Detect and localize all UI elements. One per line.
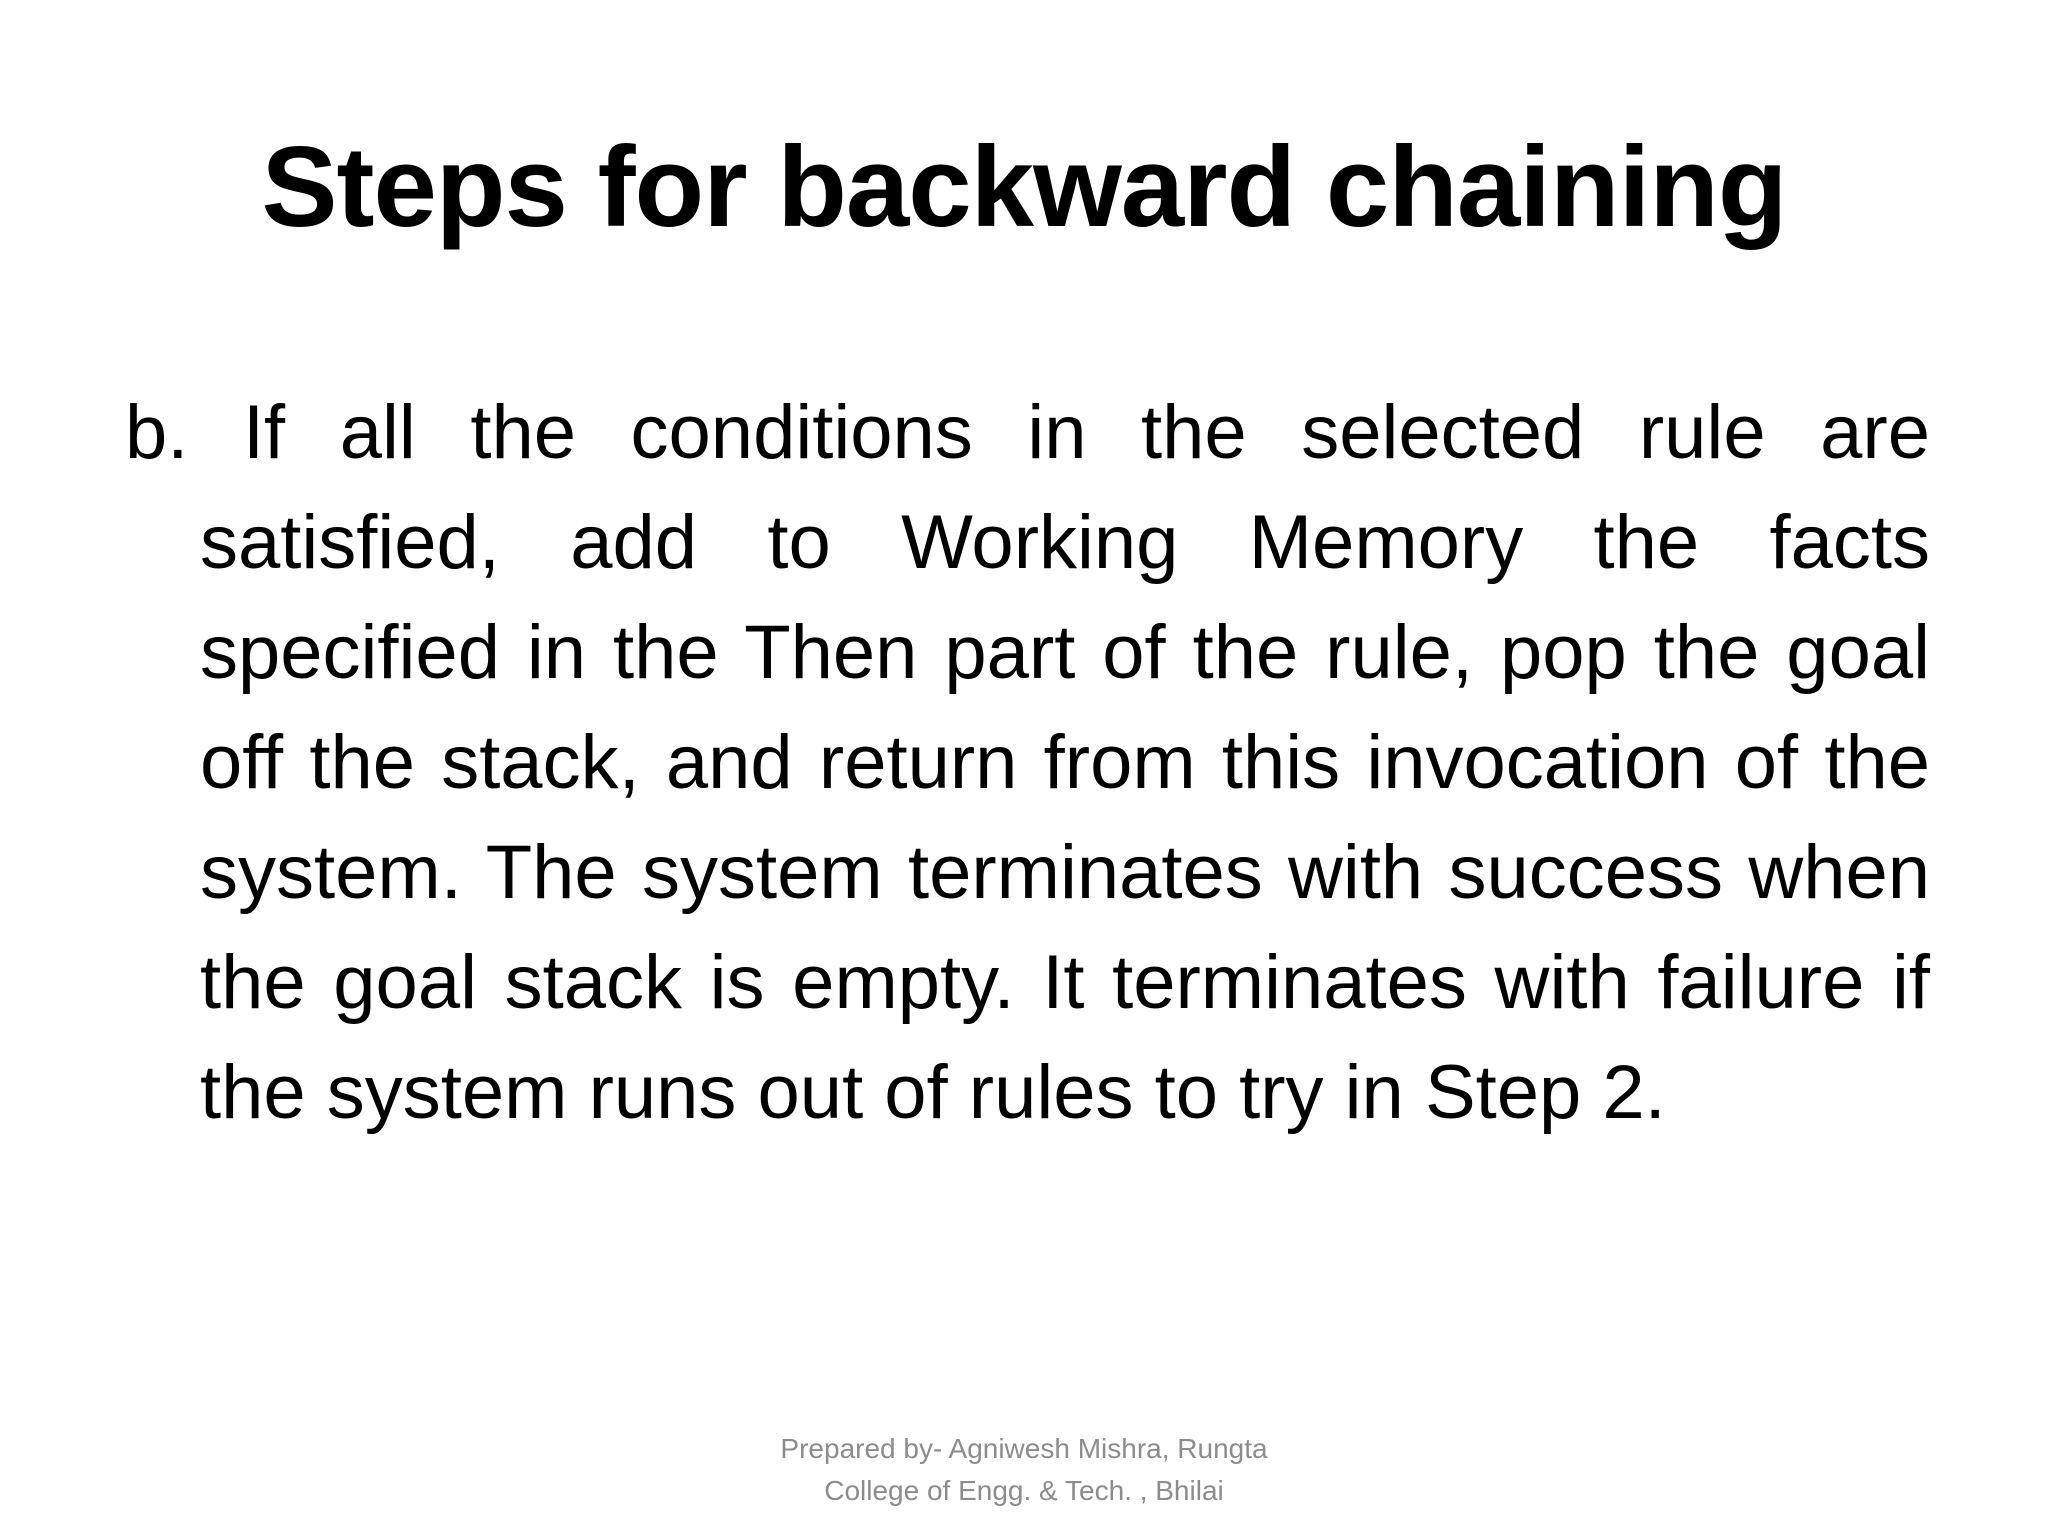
slide-body-text: b. If all the conditions in the selected rule are satisfied, add to Working Memory the facts specified in the Then part of the rule, pop the goal off the stack, and return from this invocation of the system. The system terminates with success when the goal stack is empty. It terminates with failure if the system runs out of rules to try in Step 2. [125,390,1930,1135]
footer-line-2: College of Engg. & Tech. , Bhilai [824,1475,1224,1506]
slide-title: Steps for backward chaining [261,124,1787,251]
slide-footer [714,1428,1334,1512]
footer-line-1: Prepared by- Agniwesh Mishra, Rungta [780,1433,1268,1464]
